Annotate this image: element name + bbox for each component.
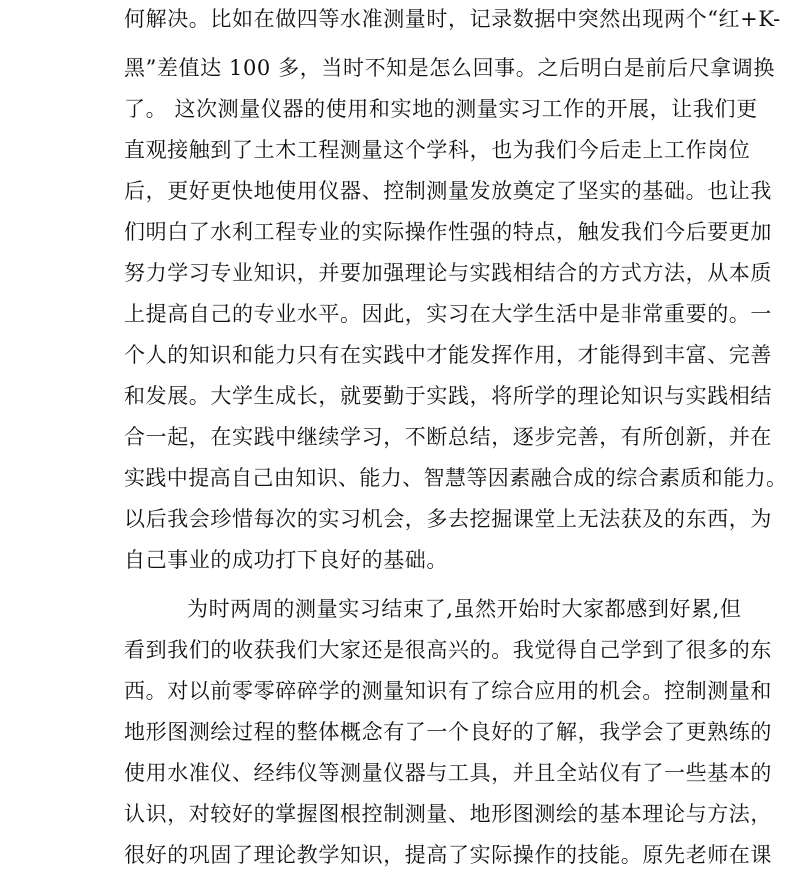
text-line: 了。 这次测量仪器的使用和实地的测量实习工作的开展，让我们更: [124, 97, 758, 121]
text-line: 合一起，在实践中继续学习，不断总结，逐步完善，有所创新，并在: [124, 425, 772, 449]
text-line: 黑”差值达 100 多，当时不知是怎么回事。之后明白是前后尺拿调换: [124, 56, 775, 80]
text-line: 个人的知识和能力只有在实践中才能发挥作用，才能得到丰富、完善: [124, 343, 772, 367]
text-line: 很好的巩固了理论教学知识，提高了实际操作的技能。原先老师在课: [124, 843, 772, 867]
text-line: 努力学习专业知识，并要加强理论与实践相结合的方式方法，从本质: [124, 261, 772, 285]
paragraph-first-line: 为时两周的测量实习结束了,虽然开始时大家都感到好累,但: [187, 597, 742, 621]
text-line: 何解决。比如在做四等水准测量时，记录数据中突然出现两个“红+K-: [124, 7, 781, 31]
text-line: 地形图测绘过程的整体概念有了一个良好的了解，我学会了更熟练的: [124, 720, 772, 744]
text-line: 认识，对较好的掌握图根控制测量、地形图测绘的基本理论与方法，: [124, 802, 772, 826]
text-line: 直观接触到了土木工程测量这个学科，也为我们今后走上工作岗位: [124, 138, 751, 162]
text-line: 实践中提高自己由知识、能力、智慧等因素融合成的综合素质和能力。: [124, 466, 788, 490]
text-line: 们明白了水利工程专业的实际操作性强的特点，触发我们今后要更加: [124, 220, 772, 244]
text-line: 上提高自己的专业水平。因此，实习在大学生活中是非常重要的。一: [124, 302, 772, 326]
text-line: 以后我会珍惜每次的实习机会，多去挖掘课堂上无法获及的东西，为: [124, 507, 772, 531]
text-line: 自己事业的成功打下良好的基础。: [124, 548, 448, 572]
text-line: 西。对以前零零碎碎学的测量知识有了综合应用的机会。控制测量和: [124, 679, 772, 703]
text-line: 使用水准仪、经纬仪等测量仪器与工具，并且全站仪有了一些基本的: [124, 761, 772, 785]
text-line: 看到我们的收获我们大家还是很高兴的。我觉得自己学到了很多的东: [124, 638, 772, 662]
text-line: 和发展。大学生成长，就要勤于实践，将所学的理论知识与实践相结: [124, 384, 772, 408]
text-line: 后，更好更快地使用仪器、控制测量发放奠定了坚实的基础。也让我: [124, 179, 772, 203]
